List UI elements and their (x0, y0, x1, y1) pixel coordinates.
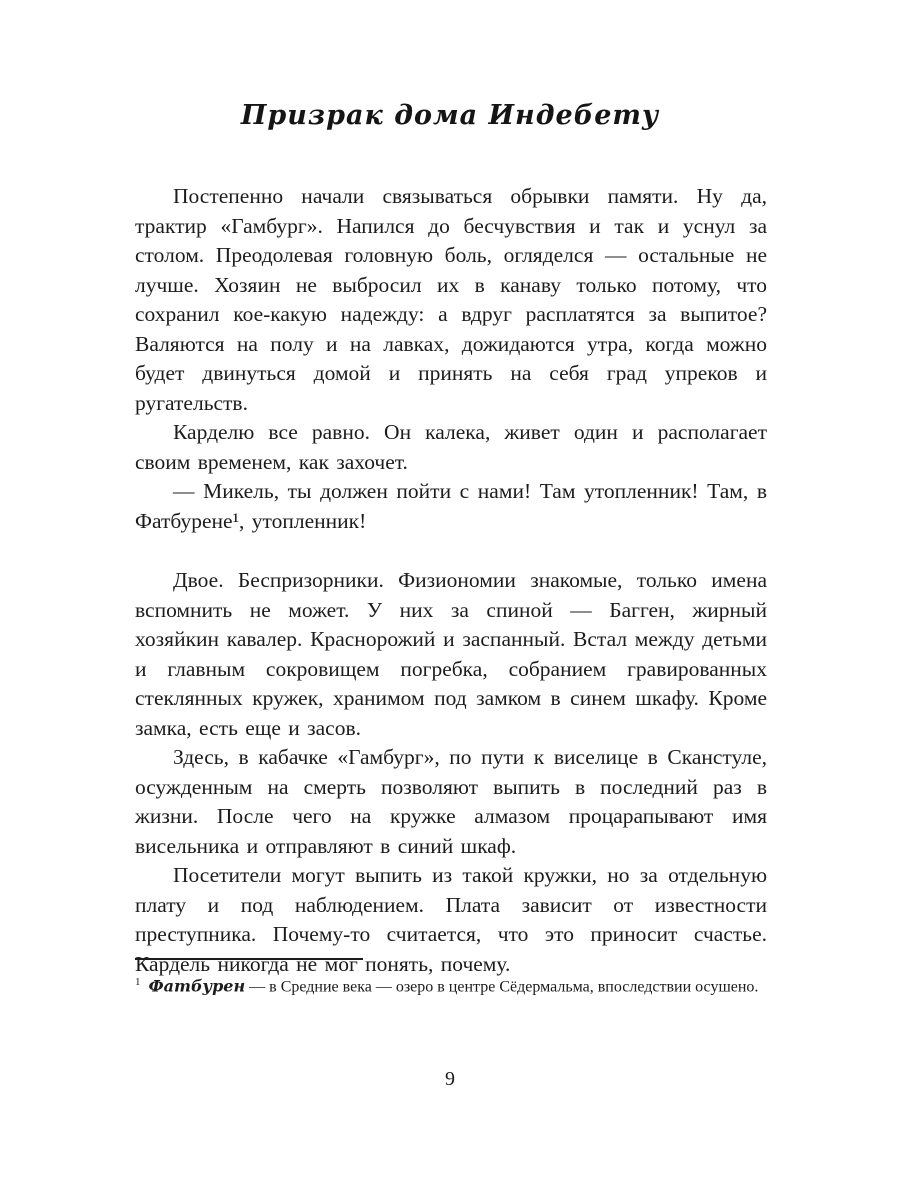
footnote-divider (135, 958, 363, 960)
page-number: 9 (445, 1068, 455, 1090)
footnote-term: Фатбурен (148, 976, 246, 996)
paragraph-3: Двое. Беспризорники. Физиономии знакомые, только имена вспомнить не может. У них за спиной — Багген, жирный хозяйкин кавалер. Краснорожий и заспанный. Встал между детьми и главным сокровищем погребка, собранием гравированных стеклянных кружек, хранимом под замком в синем шкафу. Кроме замка, есть еще и засов. (135, 568, 767, 740)
footnote-text (135, 970, 767, 999)
running-head: Призрак дома Индебету (240, 100, 660, 131)
paragraph-2: Карделю все равно. Он калека, живет один и располагает своим временем, как захочет. (135, 420, 767, 474)
paragraph-dialogue: — Микель, ты должен пойти с нами! Там утопленник! Там, в Фатбурене¹, утопленник! (135, 479, 767, 533)
body-text (135, 182, 767, 979)
footnote (135, 958, 767, 999)
paragraph-4: Здесь, в кабачке «Гамбург», по пути к виселице в Сканстуле, осужденным на смерть позволяют выпить в последний раз в жизни. После чего на кружке алмазом процарапывают имя висельника и отправляют в синий шкаф. (135, 745, 767, 858)
footnote-marker: 1 (135, 976, 141, 988)
paragraph-1: Постепенно начали связываться обрывки памяти. Ну да, трактир «Гамбург». Напился до бесчувствия и так и уснул за столом. Преодолевая головную боль, огляделся — остальные не лучше. Хозяин не выбросил их в канаву только потому, что сохранил кое-какую надежду: а вдруг расплатятся за выпитое? Валяются на полу и на лавках, дожидаются утра, когда можно будет двинуться домой и принять на себя град упреков и ругательств. (135, 184, 767, 415)
paragraph-5: Посетители могут выпить из такой кружки, но за отдельную плату и под наблюдением. Плата зависит от известности преступника. Почему-то считается, что это приносит счастье. Кардель никогда не мог понять, почему. (135, 863, 767, 976)
footnote-rest: — в Средние века — озеро в центре Сёдермальма, впоследствии осушено. (245, 978, 759, 996)
